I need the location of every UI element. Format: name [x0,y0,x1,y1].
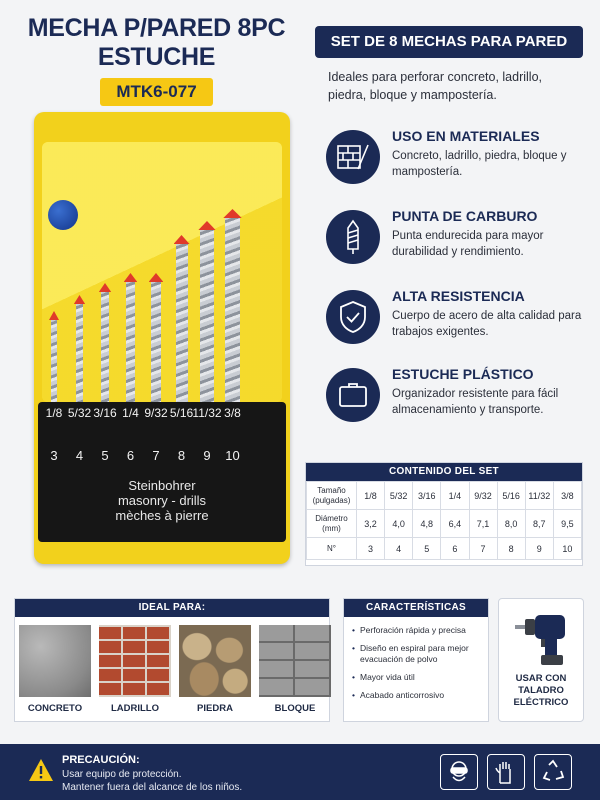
list-item: • Diseño en espiral para mejor evacuación de polvo [352,643,482,665]
product-title-block [14,14,299,106]
feature-carbide-tip: PUNTA DE CARBURO Punta endurecida para mayor durabilidad y rendimiento. [322,206,592,272]
drill-bit [76,302,83,402]
bit-number-label: 4 [75,448,84,463]
drill-bit [101,290,109,402]
drill-bit [225,216,239,402]
feature-high-resistance: ALTA RESISTENCIA Cuerpo de acero de alta calidad para trabajos exigentes. [322,286,592,352]
table-title: CONTENIDO DEL SET [306,463,582,481]
case-clip-button [48,200,78,230]
table-row: Diámetro (mm) 3,2 4,0 4,8 6,4 7,1 8,0 8,7 9,5 [307,510,582,538]
product-title: MECHA P/PARED 8PC ESTUCHE [27,14,286,71]
electric-drill-icon [513,607,571,667]
concrete-image [19,625,91,697]
bit-size-label: 1/4 [122,406,139,420]
list-item: • Acabado anticorrosivo [352,690,482,701]
set-description: Ideales para perforar concreto, ladrillo, piedra, bloque y mampostería. [328,70,543,102]
footer-precaution: PRECAUCIÓN: Usar equipo de protección. Mantener fuera del alcance de los niños. [0,744,600,800]
drill-bit [151,280,162,402]
stone-image [179,625,251,697]
set-banner: SET DE 8 MECHAS PARA PARED [315,26,583,58]
ideal-title: IDEAL PARA: [15,599,329,617]
ideal-for-panel: IDEAL PARA: CONCRETO LADRILLO PIEDRA BLOQUE [14,598,330,722]
drill-bit [51,318,57,402]
list-item: • Perforación rápida y precisa [352,625,482,636]
characteristics-title: CARACTERÍSTICAS [344,599,488,617]
bit-rack [38,402,286,542]
bit-size-label: 3/8 [224,406,241,420]
bit-size-label: 11/32 [192,406,222,420]
set-contents-table [305,462,583,566]
drill-bit [126,280,136,402]
bit-number-label: 9 [203,448,211,463]
bit-number-label: 3 [50,448,58,463]
table-row: Tamaño (pulgadas) 1/8 5/32 3/16 1/4 9/32 5/16 11/32 3/8 [307,482,582,510]
feature-plastic-case: ESTUCHE PLÁSTICO Organizador resistente para fácil almacenamiento y transporte. [322,364,592,430]
model-badge: MTK6-077 [100,78,212,106]
electric-drill-panel: USAR CON TALADRO ELÉCTRICO [498,598,584,722]
bit-size-label: 5/32 [67,406,92,420]
recycle-icon [534,754,572,790]
carbide-tip-icon [326,210,380,264]
drill-bit [200,228,213,402]
gloves-icon [487,754,525,790]
drill-bit-case [34,112,290,564]
drill-bit [176,242,188,402]
warning-icon [28,758,54,782]
bit-size-label: 1/8 [45,406,63,420]
bit-number-label: 7 [152,448,160,463]
rack-label: Steinbohrer masonry - drills mèches à pierre [115,478,209,523]
case-icon [326,368,380,422]
table-row: N° 3 4 5 6 7 8 9 10 [307,538,582,560]
bit-number-label: 6 [126,448,135,463]
safety-glasses-icon [440,754,478,790]
bit-number-label: 5 [101,448,109,463]
feature-materials: USO EN MATERIALES Concreto, ladrillo, piedra, bloque y mampostería. [322,126,592,192]
shield-check-icon [326,290,380,344]
bit-size-label: 3/16 [93,406,117,420]
bit-size-label: 9/32 [144,406,168,420]
brick-wall-drill-icon [326,130,380,184]
bit-number-label: 10 [225,448,240,463]
bit-number-label: 8 [177,448,186,463]
brick-image [99,625,171,697]
block-image [259,625,331,697]
list-item: • Mayor vida útil [352,672,482,683]
characteristics-panel [343,598,489,722]
bit-size-label: 5/16 [169,406,194,420]
